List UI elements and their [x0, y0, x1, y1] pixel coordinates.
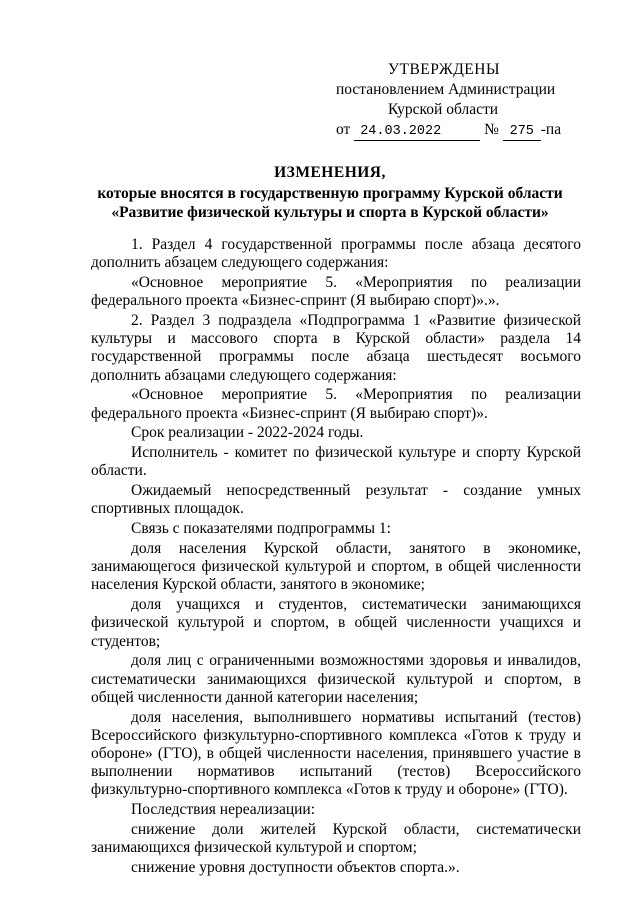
document-body: [91, 236, 581, 879]
date-prefix: от: [336, 121, 351, 138]
document-heading: [60, 163, 600, 222]
paragraph: снижение доли жителей Курской области, систематически занимающихся физической культурой и спортом;: [91, 821, 581, 857]
approval-date: 24.03.2022: [354, 124, 480, 141]
paragraph: Последствия нереализации:: [131, 801, 316, 819]
approval-region: Курской области: [388, 101, 499, 118]
number-prefix: №: [484, 121, 499, 138]
paragraph: доля лиц с ограниченными возможностями здоровья и инвалидов, систематически занимающихся физической культурой и спортом, в общей численности данной категории населения;: [91, 652, 581, 706]
paragraph: Ожидаемый непосредственный результат - создание умных спортивных площадок.: [91, 482, 581, 518]
paragraph: «Основное мероприятие 5. «Мероприятия по реализации федерального проекта «Бизнес-спринт (Я выбираю спорт)».».: [91, 274, 581, 310]
paragraph: снижение уровня доступности объектов спорта.».: [131, 859, 460, 877]
paragraph: 1. Раздел 4 государственной программы после абзаца десятого дополнить абзацем следующего содержания:: [91, 236, 581, 272]
paragraph: доля учащихся и студентов, систематически занимающихся физической культурой и спортом, в общей численности учащихся и студентов;: [91, 596, 581, 650]
approval-date-line: [336, 120, 596, 141]
paragraph: доля населения Курской области, занятого в экономике, занимающегося физической культурой и спортом, в общей численности населения Курской области, занятого в экономике;: [91, 540, 581, 594]
paragraph: Срок реализации - 2022-2024 годы.: [131, 424, 364, 442]
paragraph: Связь с показателями подпрограммы 1:: [131, 520, 391, 538]
approval-stamp: [336, 60, 596, 141]
approval-number: 275: [503, 124, 541, 141]
number-suffix: -па: [540, 121, 562, 138]
approval-title: УТВЕРЖДЕНЫ: [388, 61, 500, 78]
paragraph: Исполнитель - комитет по физической культуре и спорту Курской области.: [91, 444, 581, 480]
paragraph: доля населения, выполнившего нормативы испытаний (тестов) Всероссийского физкультурно-спортивного комплекса «Готов к труду и обороне» (ГТО), в общей численности населения, принявшего участие в выполнении нормативов испытаний (тестов) Всероссийского физкультурно-спортивного комплекса «Готов к труду и обороне» (ГТО).: [91, 708, 581, 799]
heading-subtitle: которые вносятся в государственную программу Курской области: [97, 185, 563, 202]
approval-issuer: постановлением Администрации: [336, 81, 556, 98]
heading-title: ИЗМЕНЕНИЯ,: [274, 164, 386, 181]
heading-program-name: «Развитие физической культуры и спорта в Курской области»: [111, 204, 549, 221]
paragraph: 2. Раздел 3 подраздела «Подпрограмма 1 «Развитие физической культуры и массового спорта в Курской области» раздела 14 государственной программы после абзаца шестьдесят восьмого дополнить абзацами следующего содержания:: [91, 312, 581, 384]
paragraph: «Основное мероприятие 5. «Мероприятия по реализации федерального проекта «Бизнес-спринт (Я выбираю спорт)».: [91, 386, 581, 422]
